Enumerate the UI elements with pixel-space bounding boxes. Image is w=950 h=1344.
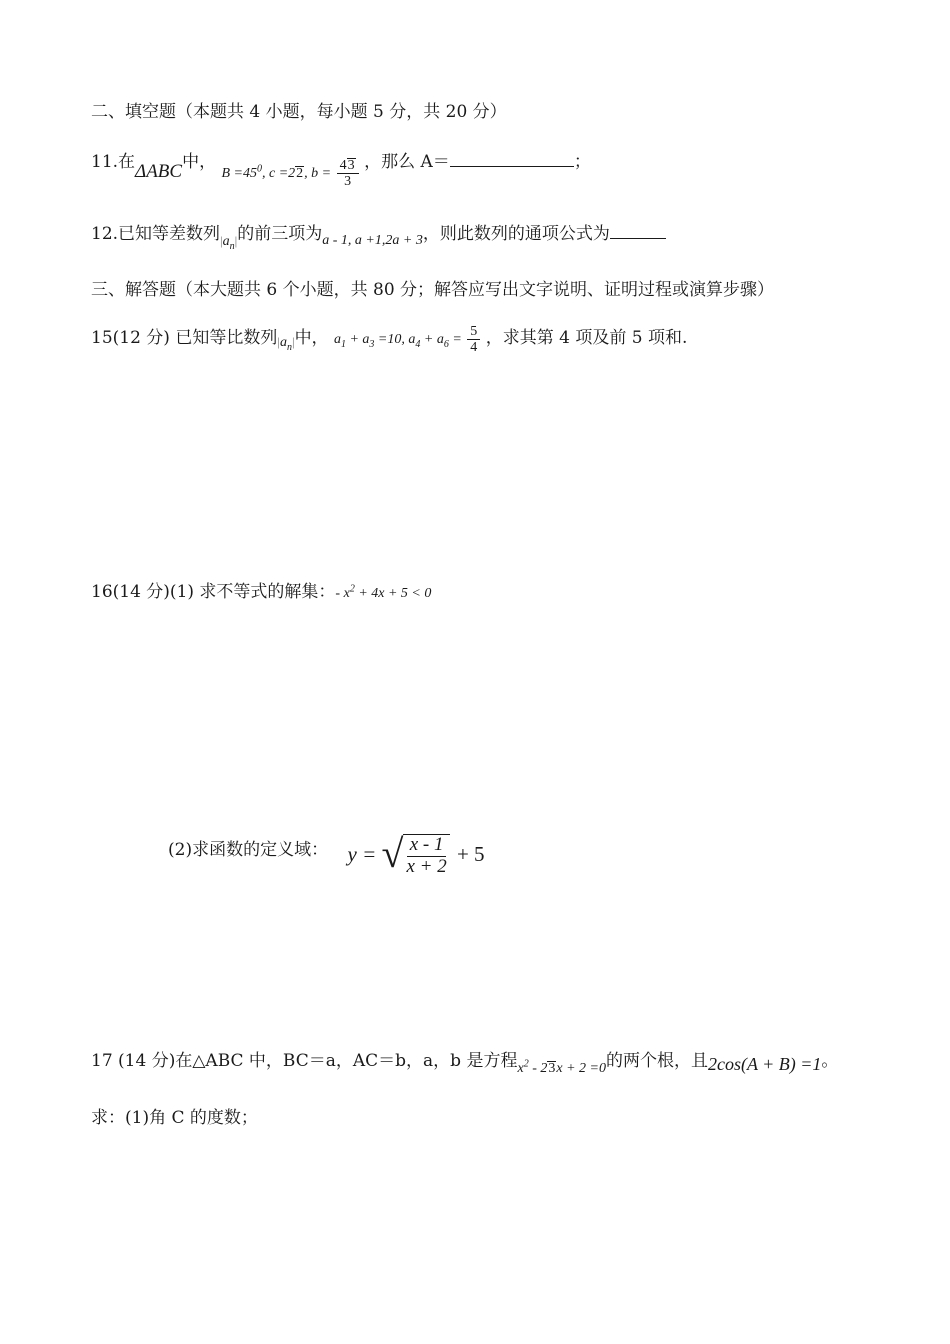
q15-fraction [467, 324, 480, 356]
q17-eq-b: - 2 [528, 1061, 548, 1076]
q17-eq-sqrt: 3 [548, 1061, 556, 1076]
q11-cond-sup: 0 [257, 163, 262, 175]
q15-frac-den: 4 [470, 340, 478, 356]
q12-text-b: 的前三项为 [237, 224, 323, 244]
q15-sub-4: 4 [415, 338, 421, 350]
q16-y-eq: y = [347, 841, 377, 866]
q16-rad-num: x - 1 [407, 835, 447, 857]
q11-cond-3: , b = [304, 166, 332, 182]
q17-text-b: 的两个根，且 [605, 1051, 708, 1071]
q16-radical [381, 831, 452, 878]
q17-text-a: (14 分)在△ABC 中，BC＝a，AC＝b，a，b 是方程 [118, 1051, 518, 1071]
section-3-heading: 三、解答题（本大题共 6 个小题，共 80 分；解答应写出文字说明、证明过程或演算步骤） [91, 280, 775, 300]
q16-ineq-b: + 4x + 5 < 0 [354, 586, 432, 601]
q17-number: 17 [91, 1051, 113, 1071]
q16-text-a: 求不等式的解集： [199, 582, 336, 602]
q16-rad-fraction [403, 834, 449, 878]
q16-number: 16(14 分)(1) [91, 582, 195, 602]
question-16 [91, 582, 431, 603]
q11-text-b: 中， [182, 152, 217, 173]
q15-text-c: ，求其第 4 项及前 5 项和. [485, 328, 688, 349]
question-11 [91, 148, 591, 190]
q16-function [347, 831, 485, 877]
q11-text-a: 在 [118, 152, 136, 173]
q12-text-c: ，则此数列的通项公式为 [422, 224, 610, 244]
q16-plus5: + 5 [456, 841, 485, 866]
q11-triangle: ΔABC [135, 161, 183, 183]
q16-ineq-sup: 2 [349, 583, 355, 595]
q11-number: 11. [91, 152, 119, 173]
q15-f-a: a [333, 332, 341, 348]
q17-equation [517, 1058, 606, 1076]
q11-cond-1: B =45 [221, 166, 257, 182]
q11-frac-num-sqrt: 3 [347, 158, 355, 173]
q11-cond-sqrt: 2 [296, 166, 304, 182]
q16-rad-den: x + 2 [406, 855, 447, 877]
q15-f-plus2: + a [420, 332, 444, 348]
q11-conditions [221, 158, 365, 190]
q16-inequality [335, 583, 432, 601]
q12-seq-a: a [222, 234, 230, 249]
q11-answer-blank [450, 152, 574, 167]
q15-sequence: $|a_n|$ [277, 334, 295, 353]
q17-condition: 2cos(A + B) =1 [707, 1054, 822, 1074]
q15-f-eq: = [448, 332, 462, 348]
question-17 [91, 1050, 839, 1076]
q11-frac-num: 4 [339, 158, 347, 173]
q15-text-a: 已知等比数列 [175, 328, 278, 349]
q15-seq-sub: n [286, 341, 292, 353]
q12-answer-blank [610, 224, 666, 239]
q12-seq-sub: n [229, 240, 235, 252]
q15-number: 15(12 分) [91, 328, 170, 349]
q17-text-end: 。 [821, 1051, 839, 1071]
q11-text-c: ，那么 A＝ [364, 152, 450, 173]
q15-sub-3: 3 [369, 338, 375, 350]
q15-sub-6: 6 [443, 338, 449, 350]
q11-frac-den: 3 [344, 174, 352, 190]
q17-eq-sup: 2 [523, 1058, 529, 1070]
question-12 [91, 224, 666, 252]
q15-f-mid: =10, a [374, 332, 416, 348]
q11-fraction [337, 158, 359, 190]
q15-formula [333, 324, 486, 356]
q12-text-a: 已知等差数列 [118, 224, 221, 244]
radical-sign-icon: √ [381, 831, 404, 876]
q12-sequence: |an| [220, 233, 238, 252]
q15-text-b: 中， [294, 328, 329, 349]
q11-cond-2: , c =2 [262, 166, 296, 182]
q16-part2-label: (2)求函数的定义域： [168, 839, 329, 860]
q15-f-plus: + a [345, 332, 370, 348]
q17-eq-a: x [517, 1061, 524, 1076]
question-15 [91, 324, 687, 356]
q17-ask: 求：(1)角 C 的度数； [91, 1108, 258, 1128]
section-2-heading: 二、填空题（本题共 4 小题，每小题 5 分，共 20 分） [91, 102, 507, 122]
question-16-part-2 [168, 831, 485, 878]
q17-eq-c: x + 2 =0 [556, 1061, 606, 1076]
q15-frac-num: 5 [467, 324, 480, 340]
q11-text-end: ； [573, 152, 591, 173]
q16-ineq-a: - x [335, 586, 350, 601]
q15-sub-1: 1 [340, 338, 346, 350]
q12-number: 12. [91, 224, 119, 244]
q15-seq-a: a [279, 335, 287, 351]
q12-terms: a - 1, a +1,2a + 3 [322, 233, 423, 248]
